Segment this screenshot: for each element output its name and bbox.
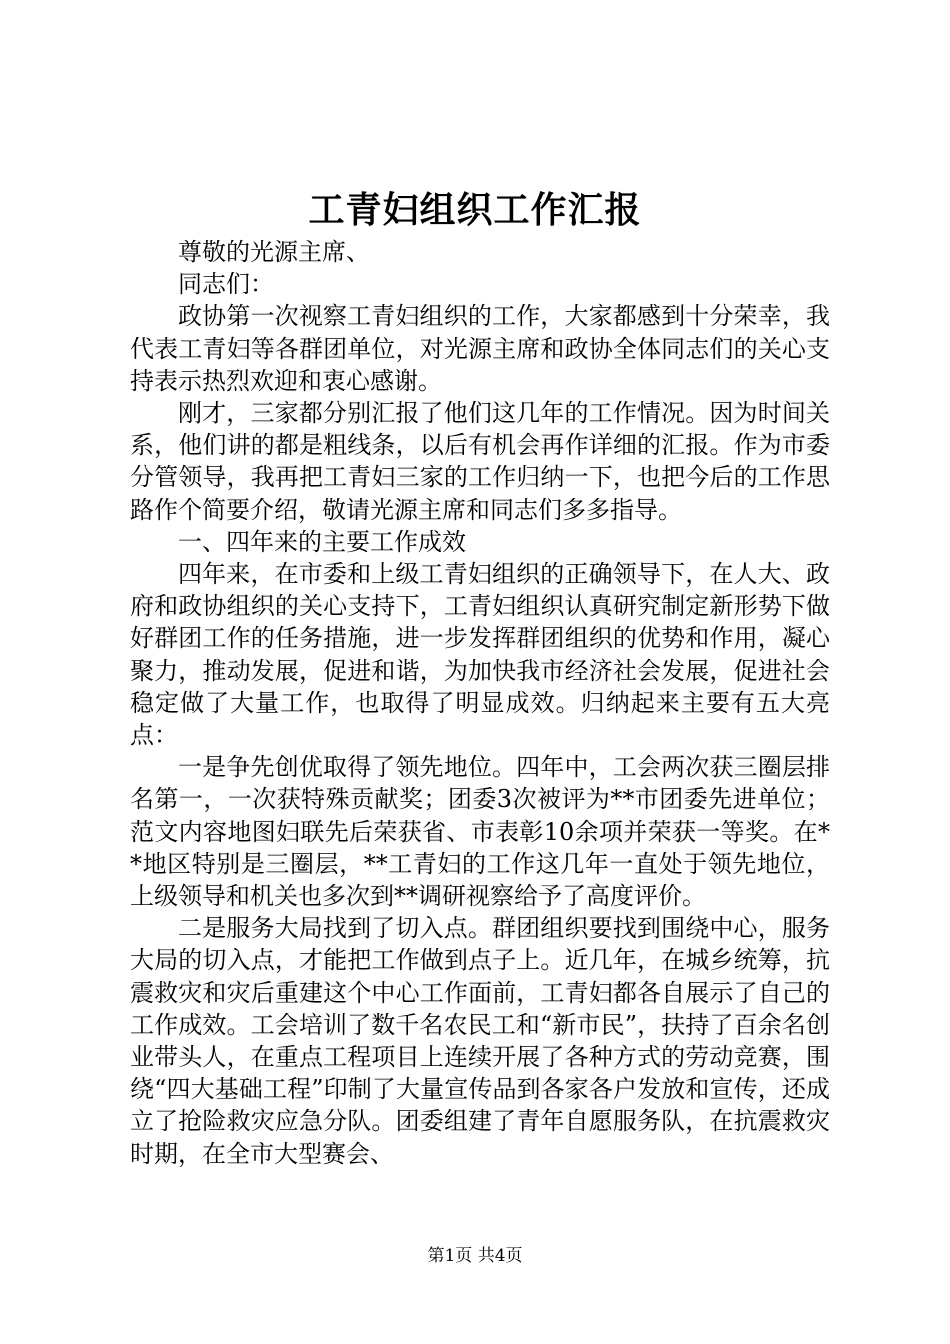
body-paragraph: 四年来，在市委和上级工青妇组织的正确领导下，在人大、政府和政协组织的关心支持下，工青妇组织认真研究制定新形势下做好群团工作的任务措施，进一步发挥群团组织的优势和作用，凝心聚力，推动发展，促进和谐，为加快我市经济社会发展，促进社会稳定做了大量工作，也取得了明显成效。归纳起来主要有五大亮点： bbox=[130, 560, 830, 750]
document-body bbox=[130, 236, 830, 1170]
page-number-footer: 第1页 共4页 bbox=[427, 1246, 523, 1266]
salutation-line: 同志们： bbox=[178, 270, 274, 299]
body-paragraph: 一是争先创优取得了领先地位。四年中，工会两次获三圈层排名第一，一次获特殊贡献奖；团委3次被评为**市团委先进单位；范文内容地图妇联先后荣获省、市表彰10余项并荣获一等奖。在**地区特别是三圈层，**工青妇的工作这几年一直处于领先地位，上级领导和机关也多次到**调研视察给予了高度评价。 bbox=[130, 753, 830, 911]
salutation-line: 尊敬的光源主席、 bbox=[178, 238, 370, 266]
body-paragraph: 二是服务大局找到了切入点。群团组织要找到围绕中心，服务大局的切入点，才能把工作做到点子上。近几年，在城乡统筹，抗震救灾和灾后重建这个中心工作面前，工青妇都各自展示了自己的工作成效。工会培训了数千名农民工和“新市民”，扶持了百余名创业带头人，在重点工程项目上连续开展了各种方式的劳动竞赛，围绕“四大基础工程”印制了大量宣传品到各家各户发放和宣传，还成立了抢险救灾应急分队。团委组建了青年自愿服务队，在抗震救灾时期，在全市大型赛会、 bbox=[130, 914, 830, 1168]
document-title: 工青妇组织工作汇报 bbox=[308, 189, 642, 231]
body-paragraph: 政协第一次视察工青妇组织的工作，大家都感到十分荣幸，我代表工青妇等各群团单位，对光源主席和政协全体同志们的关心支持表示热烈欢迎和衷心感谢。 bbox=[130, 302, 830, 395]
body-paragraph: 刚才，三家都分别汇报了他们这几年的工作情况。因为时间关系，他们讲的都是粗线条，以后有机会再作详细的汇报。作为市委分管领导，我再把工青妇三家的工作归纳一下，也把今后的工作思路作个简要介绍，敬请光源主席和同志们多多指导。 bbox=[130, 399, 830, 524]
section-heading: 一、四年来的主要工作成效 bbox=[178, 527, 466, 556]
